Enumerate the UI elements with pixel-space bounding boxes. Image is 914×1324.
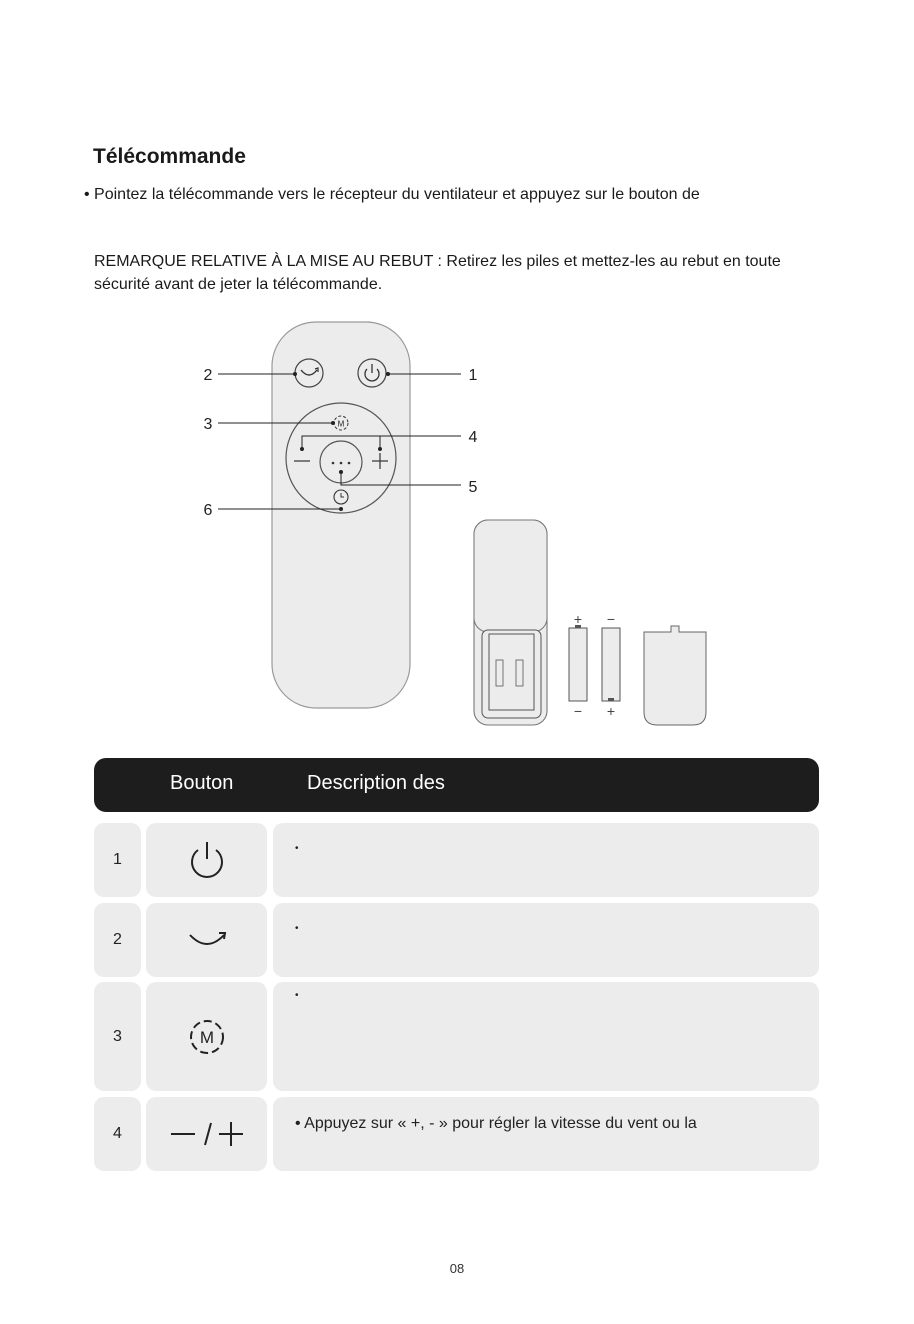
- callout-5: 5: [468, 479, 478, 496]
- row-3-number: 3: [94, 982, 141, 1091]
- remote-control-diagram: [190, 318, 730, 733]
- column-button-header: Bouton: [170, 772, 234, 794]
- svg-text:M: M: [199, 1027, 214, 1047]
- oscillation-icon: [186, 929, 228, 951]
- table-header: [94, 758, 819, 812]
- row-1-icon-cell: [146, 823, 267, 897]
- power-icon: [187, 839, 227, 881]
- row-4-number: 4: [94, 1097, 141, 1171]
- callout-4: 4: [468, 429, 478, 446]
- battery-1-bottom-sign: −: [573, 703, 583, 719]
- instruction-bullet: • Pointez la télécommande vers le récepteur du ventilateur et appuyez sur le bouton de: [84, 186, 700, 203]
- callout-1: 1: [468, 367, 478, 384]
- callout-3: 3: [203, 416, 213, 433]
- row-4-icon-cell: [146, 1097, 267, 1171]
- remote-body: [272, 322, 410, 708]
- battery-1: [569, 628, 587, 701]
- disposal-note: REMARQUE RELATIVE À LA MISE AU REBUT : Retirez les piles et mettez-les au rebut en toute sécurité avant de jeter la télécommande.: [94, 253, 781, 293]
- row-1-number: 1: [94, 823, 141, 897]
- row-3-icon-cell: [146, 982, 267, 1091]
- row-4-text: • Appuyez sur « +, - » pour régler la vitesse du vent ou la: [295, 1115, 697, 1132]
- callout-2: 2: [203, 367, 213, 384]
- battery-2: [602, 628, 620, 701]
- remote-back-drawing: [474, 520, 547, 725]
- row-4-description: [273, 1097, 819, 1171]
- row-3-description: [273, 982, 819, 1091]
- battery-1-top-sign: +: [573, 611, 583, 627]
- row-1-description: [273, 823, 819, 897]
- column-description-header: Description des: [307, 772, 445, 794]
- row-2-description: [273, 903, 819, 977]
- row-2-icon-cell: [146, 903, 267, 977]
- oscillation-button-drawing: [295, 359, 323, 387]
- battery-2-top-sign: −: [606, 611, 616, 627]
- battery-2-bottom-sign: +: [606, 703, 616, 719]
- bullet-dot: •: [295, 990, 299, 1001]
- battery-cover: [644, 626, 706, 725]
- minus-plus-icon: [167, 1119, 247, 1149]
- svg-text:M: M: [337, 419, 345, 429]
- page-title: Télécommande: [93, 145, 246, 168]
- mode-icon: [187, 1017, 227, 1057]
- bullet-dot: •: [295, 843, 299, 854]
- row-2-number: 2: [94, 903, 141, 977]
- bullet-dot: •: [295, 923, 299, 934]
- callout-6: 6: [203, 502, 213, 519]
- page-number: 08: [449, 1261, 465, 1276]
